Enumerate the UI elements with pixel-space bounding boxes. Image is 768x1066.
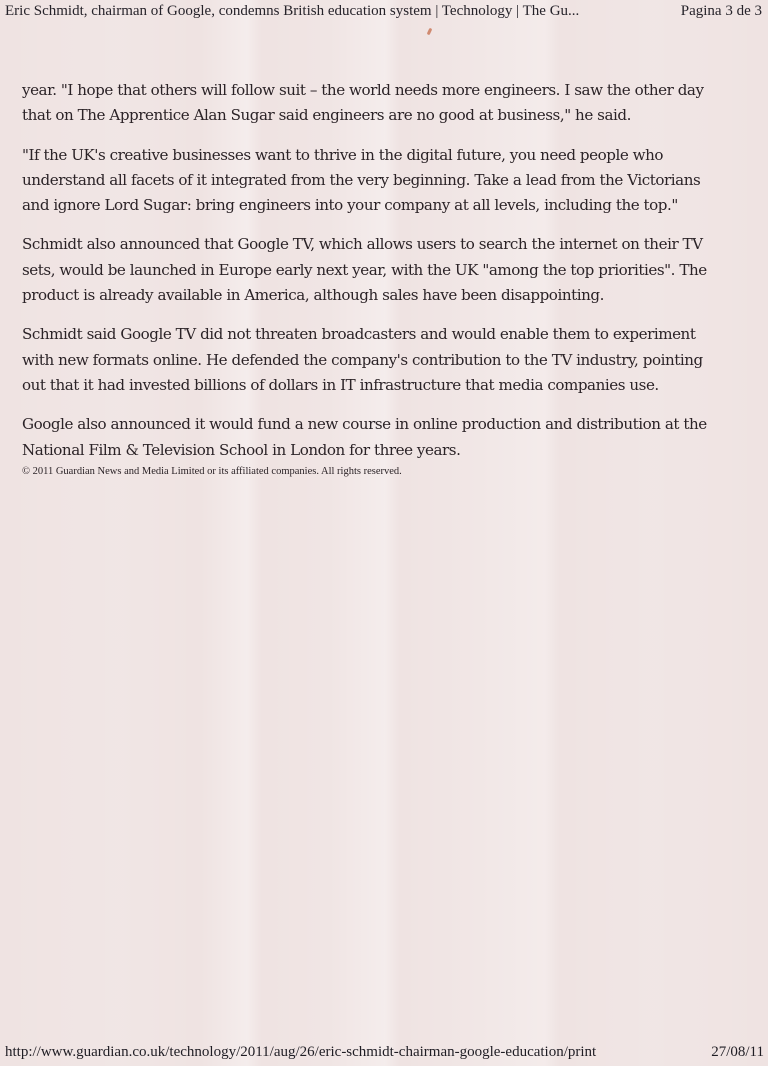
page-indicator: Pagina 3 de 3 [680, 3, 762, 19]
paragraph: Schmidt also announced that Google TV, which allows users to search the internet on their TV sets, would be launched in Europe early next year, with the UK "among the top priorities". The product is already available in America, although sales have been disappointing. [22, 235, 707, 305]
print-date: 27/08/11 [711, 1044, 764, 1060]
paragraph: Schmidt said Google TV did not threaten broadcasters and would enable them to experiment with new formats online. He defended the company's contribution to the TV industry, pointing out that it had invested billions of dollars in IT infrastructure that media companies use. [22, 325, 703, 394]
scan-speck [427, 28, 433, 36]
print-header [0, 2, 768, 24]
paragraph: "If the UK's creative businesses want to thrive in the digital future, you need people who understand all facets of it integrated from the very beginning. Take a lead from the Victorians and ignore Lord Sugar: bring engineers into your company at all levels, including the top." [22, 145, 701, 215]
copyright-notice: © 2011 Guardian News and Media Limited or its affiliated companies. All rights reserved. [22, 465, 402, 477]
source-url: http://www.guardian.co.uk/technology/2011/aug/26/eric-schmidt-chairman-google-education/print [5, 1044, 597, 1060]
document-title: Eric Schmidt, chairman of Google, condemns British education system | Technology | The Gu... [5, 3, 580, 19]
paragraph: Google also announced it would fund a new course in online production and distribution at the National Film & Television School in London for three years. [22, 415, 707, 459]
article-body [22, 78, 722, 493]
print-footer [0, 1044, 768, 1064]
paragraph: year. "I hope that others will follow suit – the world needs more engineers. I saw the other day that on The Apprentice Alan Sugar said engineers are no good at business," he said. [22, 81, 704, 125]
